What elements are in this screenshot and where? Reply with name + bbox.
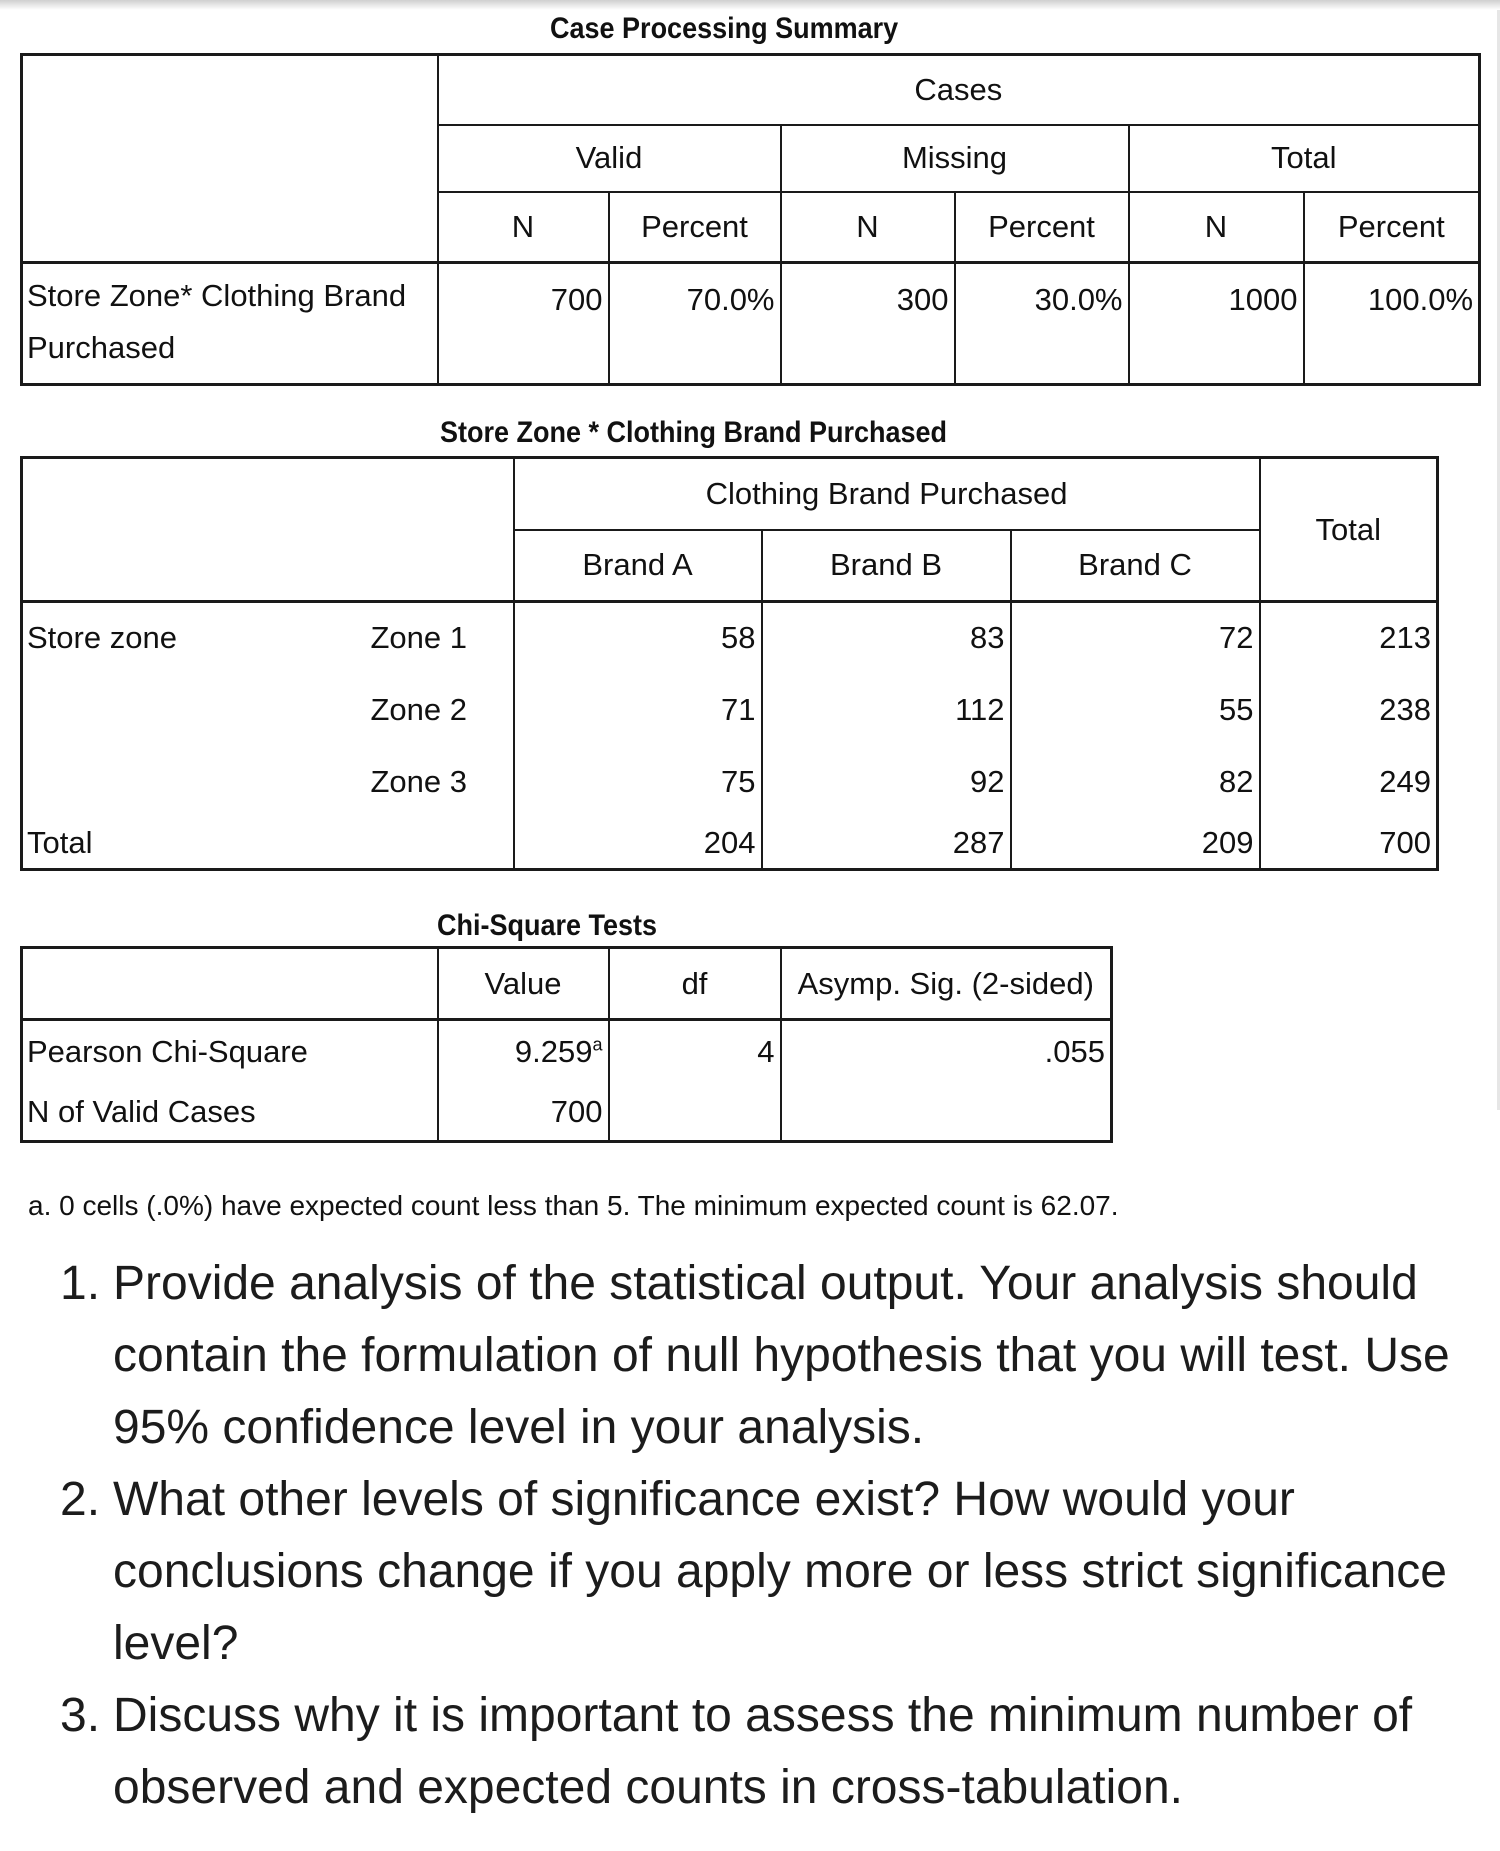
chi-square-footnote: a. 0 cells (.0%) have expected count less than 5. The minimum expected count is 62.07. [28,1190,1119,1221]
brand-c-header: Brand C [1011,530,1260,602]
question-list [50,1248,1470,1824]
question-item [50,1680,1470,1824]
chi-square-table [20,946,1113,1143]
total-n-value: 1000 [1129,263,1304,385]
valid-percent-header: Percent [609,192,781,263]
missing-percent-header: Percent [955,192,1129,263]
brand-group-header: Clothing Brand Purchased [514,458,1260,530]
missing-header: Missing [781,125,1129,192]
crosstab-row-zone-2 [22,674,1438,746]
value-header: Value [438,948,609,1020]
crosstab-row-zone-1 [22,602,1438,674]
zone-1-brand-a: 58 [514,602,762,674]
question-number: 3. [60,1689,101,1742]
question-item [50,1248,1470,1464]
question-number: 2. [60,1473,101,1526]
zone-3-total: 249 [1260,746,1438,818]
zone-1-brand-c: 72 [1011,602,1260,674]
pearson-footnote-marker: a [592,1035,603,1056]
valid-header: Valid [438,125,781,192]
valid-percent-value: 70.0% [609,263,781,385]
case-summary-table [20,53,1481,386]
total-n-header: N [1129,192,1304,263]
crosstab-title: Store Zone * Clothing Brand Purchased [440,416,948,449]
valid-n-header: N [438,192,609,263]
cases-header: Cases [438,55,1480,125]
valid-n-value: 700 [438,263,609,385]
zone-3-label: Zone 3 [370,763,468,799]
zone-1-label: Zone 1 [370,620,468,656]
grand-total: 700 [1260,818,1438,870]
chi-square-title: Chi-Square Tests [437,909,658,942]
total-percent-header: Percent [1304,192,1480,263]
total-brand-c: 209 [1011,818,1260,870]
zone-2-brand-b: 112 [762,674,1011,746]
question-text: What other levels of significance exist? How would your conclusions change if you apply more or less strict significance level? [113,1473,1447,1670]
zone-2-brand-a: 71 [514,674,762,746]
total-percent-value: 100.0% [1304,263,1480,385]
case-summary-corner [22,55,438,263]
case-summary-title: Case Processing Summary [550,12,899,45]
question-item [50,1464,1470,1680]
total-brand-a: 204 [514,818,762,870]
pearson-value-cell [438,1020,609,1084]
valid-cases-row [22,1084,1112,1142]
pearson-row [22,1020,1112,1084]
crosstab-corner [22,458,514,602]
top-edge-shadow [0,0,1500,10]
missing-n-value: 300 [781,263,955,385]
valid-cases-label: N of Valid Cases [27,1093,256,1129]
case-row-label-line1: Store Zone* Clothing Brand [27,278,407,313]
crosstab-row-zone-3 [22,746,1438,818]
sig-header: Asymp. Sig. (2-sided) [781,948,1112,1020]
zone-2-total: 238 [1260,674,1438,746]
zone-1-total: 213 [1260,602,1438,674]
missing-percent-value: 30.0% [955,263,1129,385]
zone-3-brand-c: 82 [1011,746,1260,818]
store-zone-label: Store zone [27,620,177,656]
crosstab-total-row-label: Total [27,824,93,860]
case-row-label [22,263,438,385]
question-text: Provide analysis of the statistical output. Your analysis should contain the formulation of null hypothesis that you will test. Use 95% confidence level in your analysis. [113,1257,1450,1454]
zone-2-label: Zone 2 [370,691,468,727]
crosstab-table [20,456,1439,871]
crosstab-row-total [22,818,1438,870]
total-brand-b: 287 [762,818,1011,870]
brand-a-header: Brand A [514,530,762,602]
missing-n-header: N [781,192,955,263]
question-number: 1. [60,1257,101,1310]
df-header: df [609,948,781,1020]
question-text: Discuss why it is important to assess the minimum number of observed and expected counts in cross-tabulation. [113,1689,1413,1814]
case-row-label-line2: Purchased [27,330,176,365]
pearson-df: 4 [609,1020,781,1084]
brand-b-header: Brand B [762,530,1011,602]
pearson-sig: .055 [781,1020,1112,1084]
valid-cases-value: 700 [438,1084,609,1142]
pearson-label: Pearson Chi-Square [27,1034,308,1070]
total-header: Total [1129,125,1480,192]
zone-3-brand-a: 75 [514,746,762,818]
zone-3-brand-b: 92 [762,746,1011,818]
crosstab-total-header: Total [1260,458,1438,602]
zone-2-brand-c: 55 [1011,674,1260,746]
chi-square-corner [22,948,438,1020]
pearson-value: 9.259 [514,1034,593,1070]
zone-1-brand-b: 83 [762,602,1011,674]
